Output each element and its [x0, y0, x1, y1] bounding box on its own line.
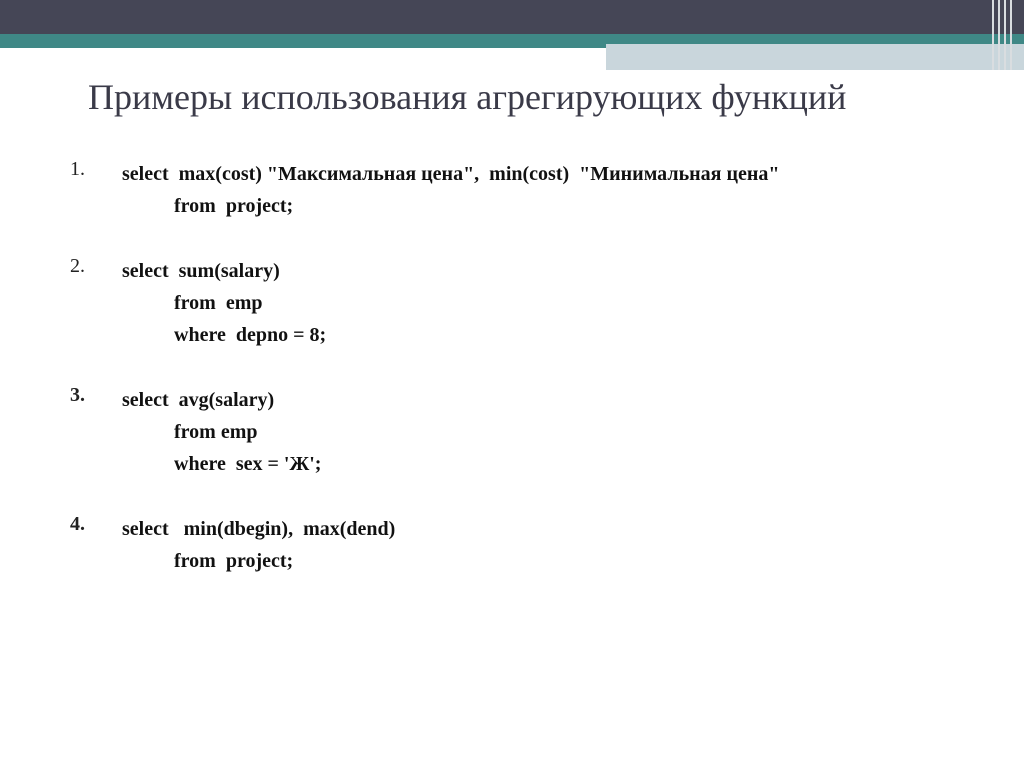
header-band-light: [606, 44, 1024, 70]
item-number: 2.: [70, 255, 85, 277]
header-band-teal-lower: [0, 44, 606, 48]
header-band-dark: [0, 0, 1024, 34]
code-line: select avg(salary): [122, 389, 275, 411]
code-line: select max(cost) "Максимальная цена", min(cost) "Минимальная цена": [122, 163, 780, 185]
code-line: where depno = 8;: [174, 324, 327, 346]
list-item-1: [70, 158, 1000, 222]
list-item-3: [70, 384, 1000, 480]
code-line: where sex = 'Ж';: [174, 453, 322, 475]
header-stripes: [992, 0, 1014, 70]
code-line: from emp: [174, 421, 258, 443]
item-number: 1.: [70, 158, 85, 180]
list-item-4: [70, 513, 1000, 577]
code-line: from emp: [174, 292, 263, 314]
header-band-teal: [0, 34, 1024, 44]
code-line: from project;: [174, 550, 294, 572]
item-number: 3.: [70, 384, 85, 406]
slide-content: [70, 158, 1000, 610]
item-number: 4.: [70, 513, 85, 535]
code-line: select sum(salary): [122, 260, 280, 282]
list-item-2: [70, 255, 1000, 351]
code-line: from project;: [174, 195, 294, 217]
code-line: select min(dbegin), max(dend): [122, 518, 396, 540]
slide-title: Примеры использования агрегирующих функций: [88, 77, 847, 117]
